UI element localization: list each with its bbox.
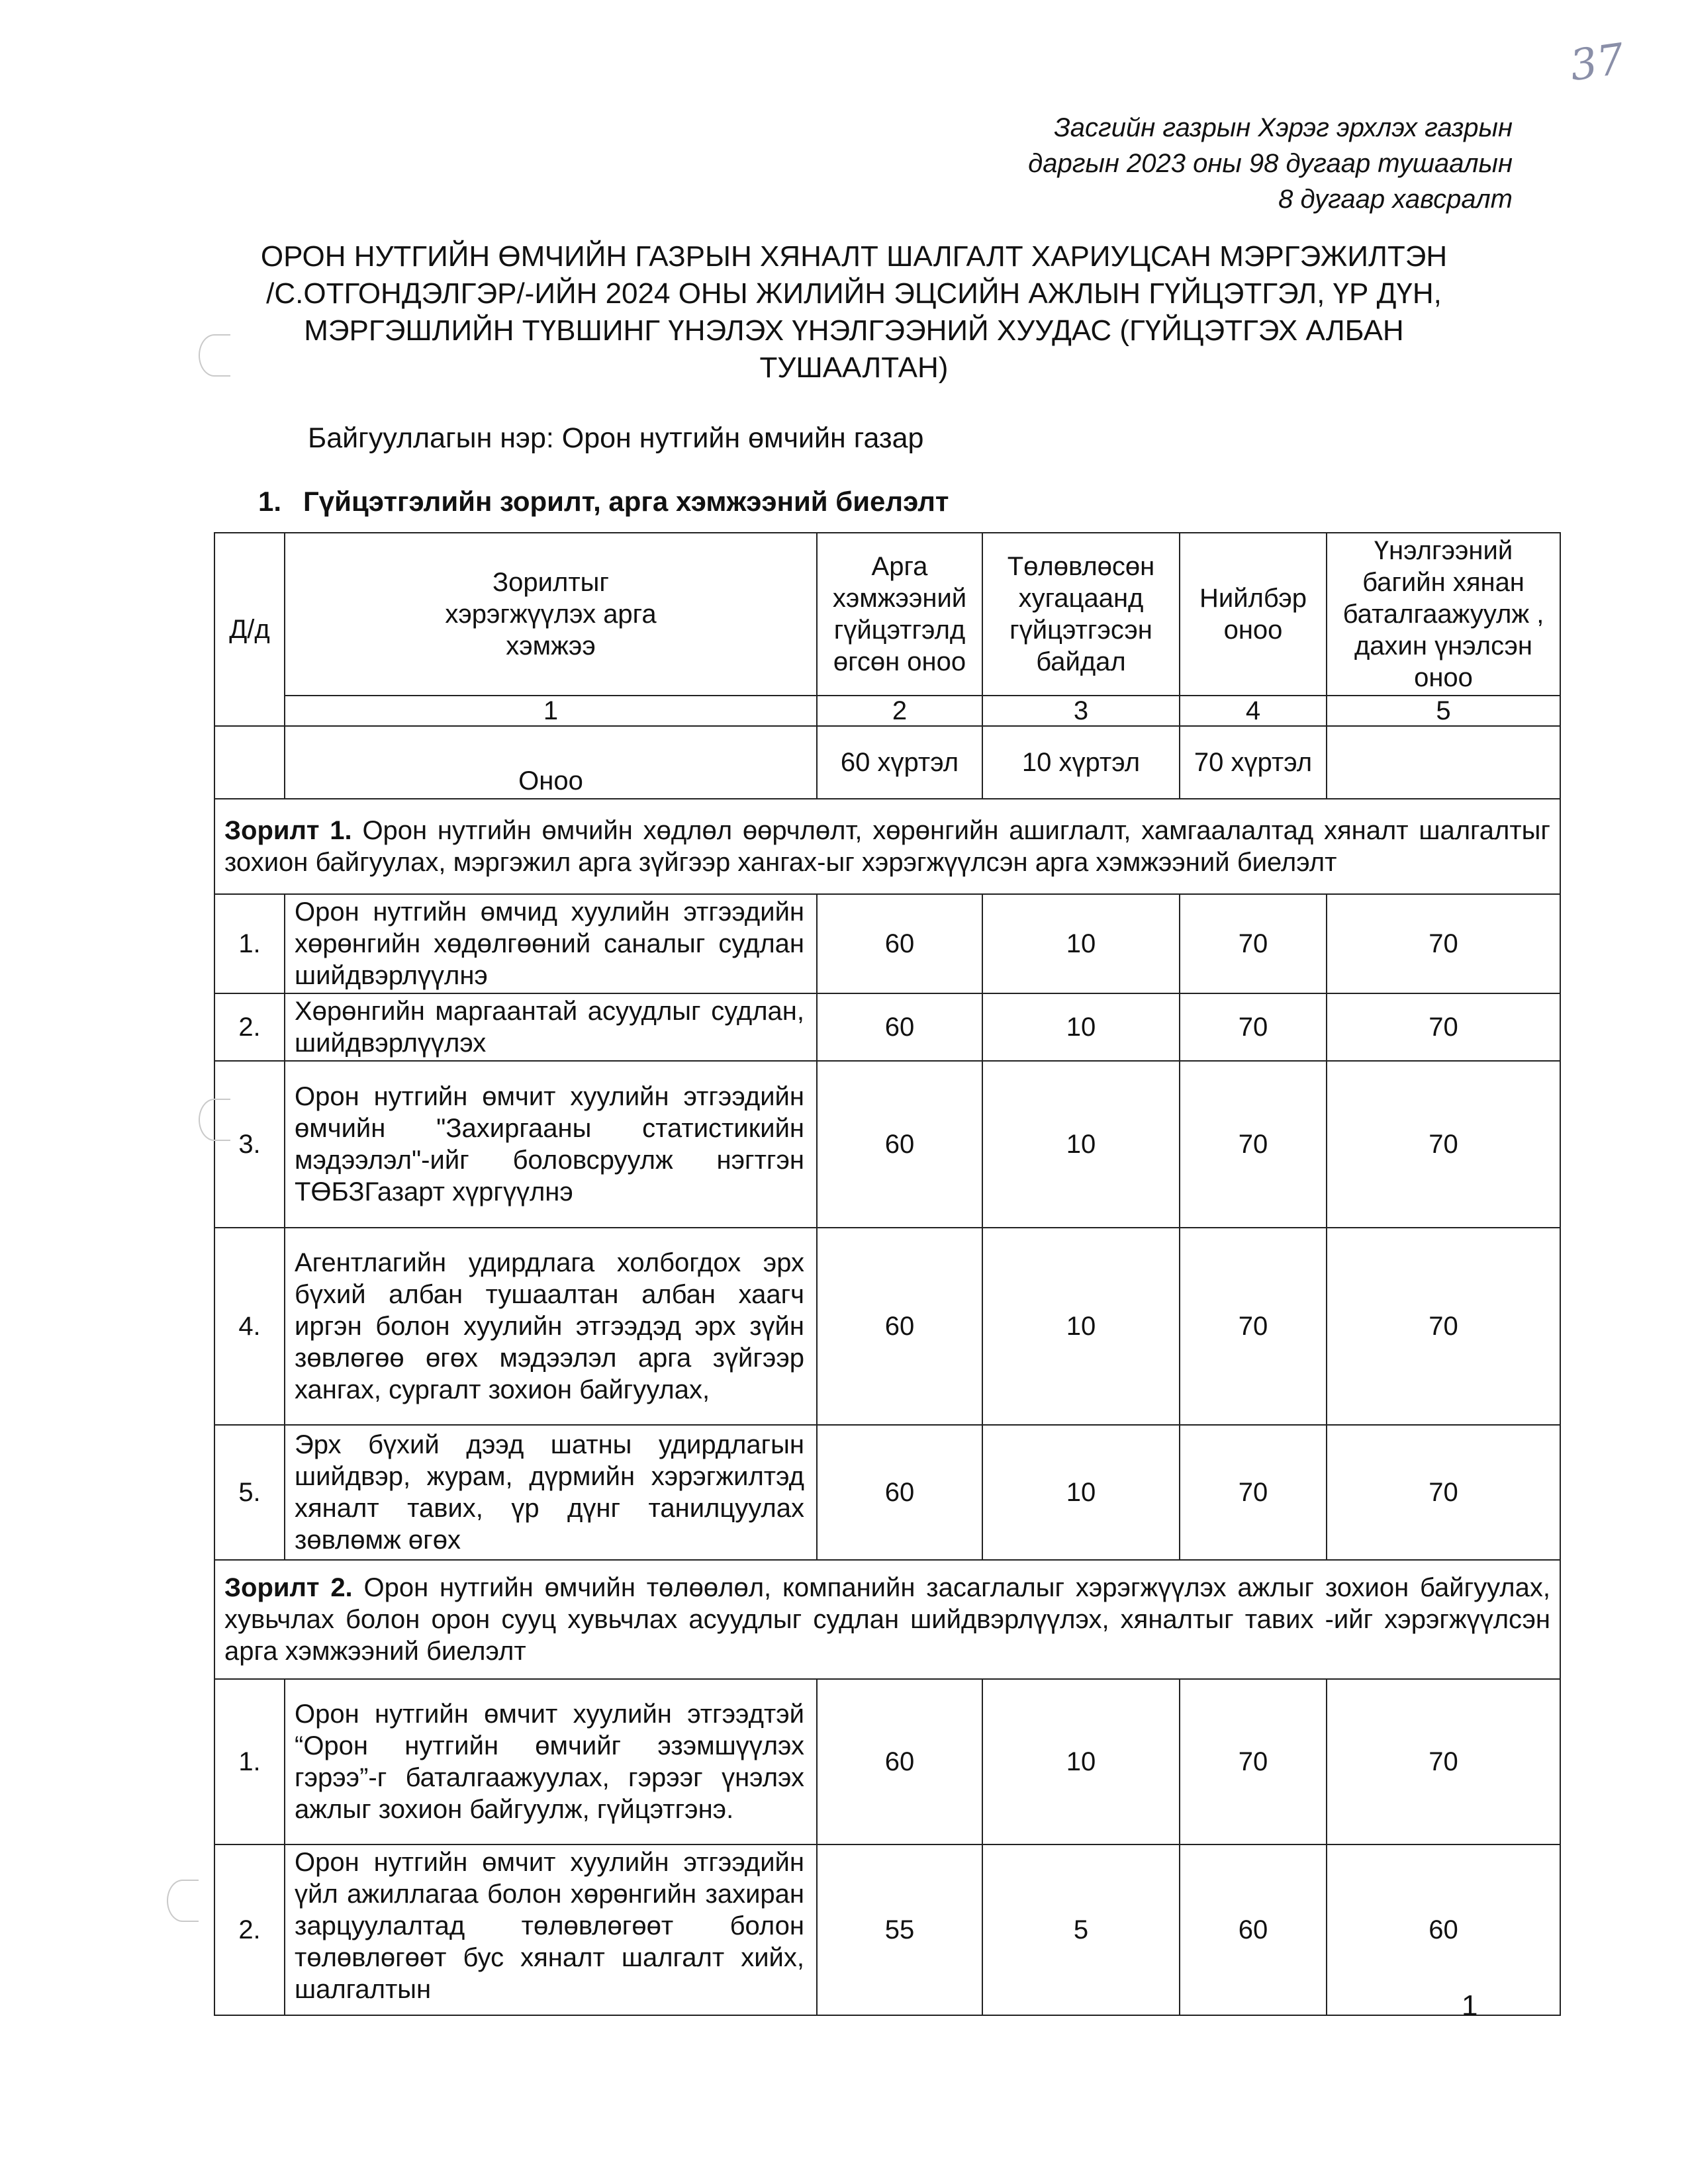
organization-name: Байгууллагын нэр: Орон нутгийн өмчийн газар <box>308 422 924 454</box>
row-index: 2. <box>214 993 285 1061</box>
row-score: 60 <box>817 1228 982 1425</box>
goal-description: Орон нутгийн өмчийн хөдлөл өөрчлөлт, хөрөнгийн ашиглалт, хамгаалалтад хяналт шалгалтыг зохион байгуулах, мэргэжил арга зүйгээр хангах-ыг хэрэгжүүлсэн арга хэмжээний биелэлт <box>224 816 1550 877</box>
header-reference <box>917 110 1513 217</box>
row-score: 60 <box>817 1425 982 1560</box>
row-revaluated: 70 <box>1327 993 1560 1061</box>
row-activity: Орон нутгийн өмчит хуулийн этгээдийн өмчийн "Захиргааны статистикийн мэдээлэл"-ийг боловсруулж нэгтгэн ТӨБЗГазарт хүргүүлнэ <box>285 1061 817 1228</box>
header-ref-line: 8 дугаар хавсралт <box>1278 185 1513 214</box>
row-total: 70 <box>1180 1228 1327 1425</box>
row-timeliness: 5 <box>982 1844 1180 2015</box>
score-limit-c4: 70 хүртэл <box>1180 726 1327 799</box>
header-timeliness: Төлөвлөсөн хугацаанд гүйцэтгэсэн байдал <box>982 533 1180 696</box>
row-timeliness: 10 <box>982 1228 1180 1425</box>
row-revaluated: 70 <box>1327 1679 1560 1844</box>
row-score: 60 <box>817 993 982 1061</box>
row-revaluated: 70 <box>1327 1425 1560 1560</box>
row-revaluated: 70 <box>1327 894 1560 993</box>
row-activity: Агентлагийн удирдлага холбогдох эрх бүхий албан тушаалтан албан хаагч иргэн болон хуулийн этгээдэд эрх зүйн зөвлөгөө өгөх мэдээлэл арга зүйгээр хангах, сургалт зохион байгуулах, <box>285 1228 817 1425</box>
header-dd: Д/д <box>214 533 285 726</box>
header-row <box>214 533 1560 696</box>
header-activity-score: Арга хэмжээний гүйцэтгэлд өгсөн оноо <box>817 533 982 696</box>
row-index: 2. <box>214 1844 285 2015</box>
title-line: МЭРГЭШЛИЙН ТҮВШИНГ ҮНЭЛЭХ ҮНЭЛГЭЭНИЙ ХУУДАС (ГҮЙЦЭТГЭХ АЛБАН <box>304 314 1404 347</box>
row-score: 55 <box>817 1844 982 2015</box>
header-total-score: Нийлбэр оноо <box>1180 533 1327 696</box>
row-score: 60 <box>817 1061 982 1228</box>
header-activity: Зорилтыг хэрэгжүүлэх арга хэмжээ <box>285 533 817 696</box>
page-number: 1 <box>1462 1989 1478 2022</box>
score-row-empty <box>214 726 285 799</box>
column-number: 4 <box>1180 696 1327 726</box>
row-activity: Хөрөнгийн маргаантай асуудлыг судлан, шийдвэрлүүлэх <box>285 993 817 1061</box>
row-timeliness: 10 <box>982 1679 1180 1844</box>
score-limit-c5 <box>1327 726 1560 799</box>
row-index: 1. <box>214 894 285 993</box>
row-activity: Орон нутгийн өмчит хуулийн этгээдийн үйл ажиллагаа болон хөрөнгийн захиран зарцуулалтад төлөвлөгөөт болон төлөвлөгөөт бус хяналт шалгалт хийх, шалгалтын <box>285 1844 817 2015</box>
row-index: 4. <box>214 1228 285 1425</box>
row-revaluated: 60 <box>1327 1844 1560 2015</box>
title-line: ОРОН НУТГИЙН ӨМЧИЙН ГАЗРЫН ХЯНАЛТ ШАЛГАЛТ ХАРИУЦСАН МЭРГЭЖИЛТЭН <box>260 240 1448 273</box>
table-row <box>214 1425 1560 1560</box>
table-row <box>214 1061 1560 1228</box>
table-row <box>214 993 1560 1061</box>
row-total: 60 <box>1180 1844 1327 2015</box>
row-score: 60 <box>817 894 982 993</box>
handwritten-page-mark: 37 <box>1567 34 1628 91</box>
evaluation-table <box>214 532 1561 2016</box>
row-total: 70 <box>1180 1425 1327 1560</box>
column-number: 1 <box>285 696 817 726</box>
row-revaluated: 70 <box>1327 1228 1560 1425</box>
row-activity: Орон нутгийн өмчид хуулийн этгээдийн хөрөнгийн хөдөлгөөний саналыг судлан шийдвэрлүүлнэ <box>285 894 817 993</box>
table-row <box>214 1844 1560 2015</box>
header-ref-line: Засгийн газрын Хэрэг эрхлэх газрын <box>1054 113 1513 142</box>
row-timeliness: 10 <box>982 894 1180 993</box>
row-total: 70 <box>1180 993 1327 1061</box>
column-number: 3 <box>982 696 1180 726</box>
table-row <box>214 894 1560 993</box>
header-revaluated-score: Үнэлгээний багийн хянан баталгаажуулж , дахин үнэлсэн оноо <box>1327 533 1560 696</box>
row-index: 3. <box>214 1061 285 1228</box>
row-timeliness: 10 <box>982 1425 1180 1560</box>
row-activity: Эрх бүхий дээд шатны удирдлагын шийдвэр, журам, дүрмийн хэрэгжилтэд хяналт тавих, үр дүнг танилцуулах зөвлөмж өгөх <box>285 1425 817 1560</box>
table-row <box>214 1679 1560 1844</box>
row-activity: Орон нутгийн өмчит хуулийн этгээдтэй “Орон нутгийн өмчийг эзэмшүүлэх гэрээ”-г баталгаажуулах, гэрээг үнэлэх ажлыг зохион байгуулж, гүйцэтгэнэ. <box>285 1679 817 1844</box>
score-limit-row <box>214 726 1560 799</box>
punch-hole-mark <box>167 1880 199 1922</box>
row-index: 5. <box>214 1425 285 1560</box>
punch-hole-mark <box>199 334 230 377</box>
table-row <box>214 1228 1560 1425</box>
row-score: 60 <box>817 1679 982 1844</box>
score-row-label: Оноо <box>285 726 817 799</box>
column-number-row <box>214 696 1560 726</box>
section-heading <box>258 486 949 518</box>
row-total: 70 <box>1180 1679 1327 1844</box>
goal-description: Орон нутгийн өмчийн төлөөлөл, компанийн засаглалыг хэрэгжүүлэх ажлыг зохион байгуулах, хувьчлах болон орон сууц хувьчлах асуудлыг судлан шийдвэрлүүлэх, хяналтыг тавих -ийг хэрэгжүүлсэн арга хэмжээний биелэлт <box>224 1573 1551 1666</box>
document-title <box>199 238 1509 387</box>
row-revaluated: 70 <box>1327 1061 1560 1228</box>
row-timeliness: 10 <box>982 1061 1180 1228</box>
score-limit-c3: 10 хүртэл <box>982 726 1180 799</box>
goal-label: Зорилт 1. <box>224 816 352 845</box>
row-total: 70 <box>1180 894 1327 993</box>
column-number: 2 <box>817 696 982 726</box>
section-title: Гүйцэтгэлийн зорилт, арга хэмжээний биелэлт <box>303 486 949 517</box>
goal-2-text <box>214 1560 1560 1679</box>
title-line: /С.ОТГОНДЭЛГЭР/-ИЙН 2024 ОНЫ ЖИЛИЙН ЭЦСИЙН АЖЛЫН ГҮЙЦЭТГЭЛ, ҮР ДҮН, <box>266 277 1442 310</box>
header-ref-line: даргын 2023 оны 98 дугаар тушаалын <box>1028 149 1513 178</box>
goal-1-text <box>214 799 1560 894</box>
goal-row <box>214 1560 1560 1679</box>
row-timeliness: 10 <box>982 993 1180 1061</box>
goal-label: Зорилт 2. <box>224 1573 353 1602</box>
section-number: 1. <box>258 486 282 517</box>
column-number: 5 <box>1327 696 1560 726</box>
score-limit-c2: 60 хүртэл <box>817 726 982 799</box>
row-total: 70 <box>1180 1061 1327 1228</box>
goal-row <box>214 799 1560 894</box>
row-index: 1. <box>214 1679 285 1844</box>
punch-hole-mark <box>199 1099 230 1141</box>
title-line: ТУШААЛТАН) <box>759 351 949 384</box>
